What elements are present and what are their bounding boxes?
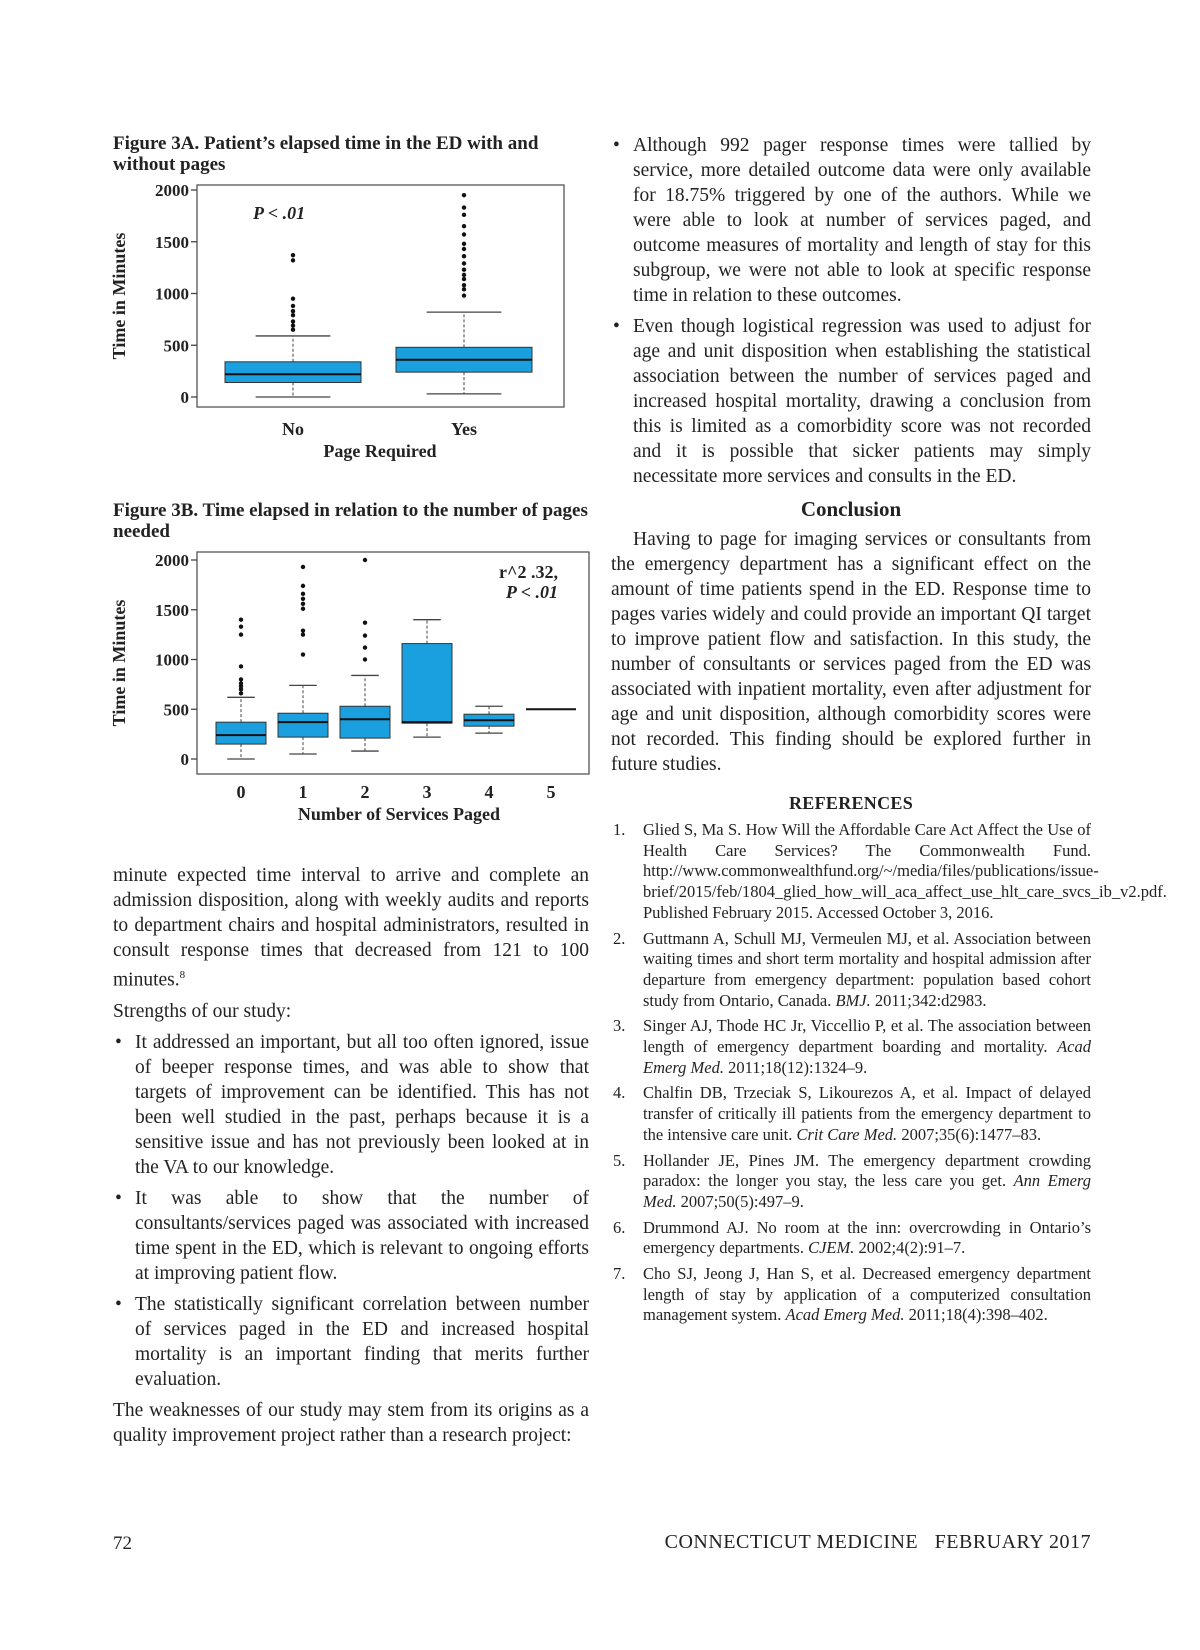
x-tick-label: 0 xyxy=(236,782,246,802)
reference-item xyxy=(611,1151,1091,1213)
outlier-point xyxy=(462,254,466,258)
outlier-point xyxy=(239,677,243,681)
outlier-point xyxy=(239,618,243,622)
outlier-point xyxy=(462,293,466,297)
y-tick-label: 0 xyxy=(180,750,189,769)
reference-journal: Crit Care Med. xyxy=(796,1124,898,1144)
y-tick-label: 1500 xyxy=(155,232,189,252)
box-0 xyxy=(216,722,266,744)
figure-3b-title: Figure 3B. Time elapsed in relation to the number of pages needed xyxy=(113,500,588,542)
outlier-point xyxy=(363,558,367,562)
list-item: • It was able to show that the number of consultants/services paged was associated with increased time spent in the ED, which is relevant to ongoing efforts at improving patient flow. xyxy=(113,1186,589,1286)
outlier-point xyxy=(239,664,243,668)
figure-3a-chart xyxy=(109,179,589,471)
p-value-annotation: P < .01 xyxy=(505,582,558,602)
x-tick-label: Yes xyxy=(451,419,477,439)
y-axis-label: Time in Minutes xyxy=(109,232,129,360)
box-3 xyxy=(402,644,452,724)
y-axis-label: Time in Minutes xyxy=(109,599,129,727)
list-item: • The statistically significant correlation between number of services paged in the ED and increased hospital mortality is an important finding that merits further evaluation. xyxy=(113,1292,589,1392)
outlier-point xyxy=(462,283,466,287)
x-tick-label: No xyxy=(282,419,304,439)
outlier-point xyxy=(462,277,466,281)
y-tick-label: 1000 xyxy=(155,284,189,304)
list-item: • Even though logistical regression was used to adjust for age and unit disposition when establishing the statistical association between the number of services paged and increased hospital mortality, drawing a conclusion from this is limited as a comorbidity score was not recorded and it is possible that sicker patients may simply necessitate more services and consults in the ED. xyxy=(611,314,1091,489)
list-item: • Although 992 pager response times were tallied by service, more detailed outcome data were only available for 18.75% triggered by one of the authors. While we were able to look at number of services paged, and outcome measures of mortality and length of stay for this subgroup, we were not able to look at specific response time in relation to these outcomes. xyxy=(611,133,1091,308)
outlier-point xyxy=(291,319,295,323)
reference-text: Chalfin DB, Trzeciak S, Likourezos A, et al. Impact of delayed transfer of critically ill patients from the emergency department to the intensive care unit. xyxy=(643,1083,1091,1144)
outlier-point xyxy=(301,597,305,601)
weakness-list xyxy=(611,133,1091,489)
y-tick-label: 1000 xyxy=(155,650,189,670)
reference-text: Singer AJ, Thode HC Jr, Viccellio P, et al. The association between length of emergency department boarding and mortality. xyxy=(643,1016,1091,1057)
weakness-paragraph: The weaknesses of our study may stem from its origins as a quality improvement project rather than a research project: xyxy=(113,1399,589,1446)
references-list xyxy=(611,820,1167,1326)
conclusion-heading: Conclusion xyxy=(800,497,902,521)
outlier-point xyxy=(239,632,243,636)
outlier-point xyxy=(462,267,466,271)
outlier-point xyxy=(291,258,295,262)
page-number: 72 xyxy=(113,1533,132,1554)
y-tick-label: 0 xyxy=(180,388,189,407)
reference-item xyxy=(611,929,1091,1012)
reference-item xyxy=(611,1218,1091,1259)
x-tick-label: 3 xyxy=(422,782,432,802)
reference-text: Glied S, Ma S. How Will the Affordable Care Act Affect the Use of Health Care Services? The Commonwealth Fund. http://www.commonwealthfund.org/~/media/files/publications/issue-brief/2015/feb/1804_glied_how_will_aca_affect_use_hlt_care_svcs_ib_v2.pdf. Published February 2015. Accessed October 3, 2016. xyxy=(643,820,1167,922)
outlier-point xyxy=(301,652,305,656)
x-tick-label: 1 xyxy=(298,782,308,802)
reference-text: Hollander JE, Pines JM. The emergency department crowding paradox: the longer you stay, the less care you get. xyxy=(643,1150,1091,1191)
figure-3a xyxy=(109,133,589,476)
reference-journal: Acad Emerg Med. xyxy=(643,1037,1091,1077)
outlier-point xyxy=(291,309,295,313)
outlier-point xyxy=(462,224,466,228)
references-heading: REFERENCES xyxy=(788,793,914,813)
outlier-point xyxy=(291,296,295,300)
reference-number: 2. xyxy=(613,928,626,948)
outlier-point xyxy=(301,632,305,636)
strengths-heading: Strengths of our study: xyxy=(113,1000,292,1022)
outlier-point xyxy=(462,205,466,209)
box-1 xyxy=(278,713,328,737)
reference-number: 1. xyxy=(613,820,626,839)
strengths-list xyxy=(113,1030,589,1392)
reference-citation: 2011;18(4):398–402. xyxy=(904,1305,1048,1325)
outlier-point xyxy=(462,193,466,197)
x-tick-label: 4 xyxy=(484,782,494,802)
outlier-point xyxy=(291,328,295,332)
y-tick-label: 1500 xyxy=(155,600,189,620)
outlier-point xyxy=(363,657,367,661)
reference-citation: 2002;4(2):91–7. xyxy=(854,1238,966,1258)
box-No xyxy=(225,362,361,383)
box-2 xyxy=(340,706,390,738)
list-item: • It addressed an important, but all too often ignored, issue of beeper response times, and was able to show that targets of improvement can be identified. This has not been well studied in the past, perhaps because it is a sensitive issue and has not previously been looked at in the VA to our knowledge. xyxy=(113,1030,589,1180)
paragraph-text: minute expected time interval to arrive and complete an admission disposition, along with weekly audits and reports to department chairs and hospital administrators, resulted in consult response times that decreased from 121 to 100 minutes. xyxy=(113,865,589,991)
reference-number: 6. xyxy=(613,1217,626,1237)
reference-item xyxy=(611,1016,1091,1078)
outlier-point xyxy=(462,232,466,236)
outlier-point xyxy=(462,273,466,277)
outlier-point xyxy=(462,242,466,246)
outlier-point xyxy=(363,620,367,624)
outlier-point xyxy=(301,565,305,569)
reference-journal: Ann Emerg Med. xyxy=(643,1171,1091,1211)
p-value-annotation: P < .01 xyxy=(253,203,306,223)
outlier-point xyxy=(301,628,305,632)
right-column xyxy=(611,133,1167,1331)
reference-number: 4. xyxy=(613,1083,626,1103)
outlier-point xyxy=(462,261,466,265)
outlier-point xyxy=(239,681,243,685)
outlier-point xyxy=(301,592,305,596)
figure-3b xyxy=(109,500,589,843)
outlier-point xyxy=(301,607,305,611)
outlier-point xyxy=(301,602,305,606)
outlier-point xyxy=(301,584,305,588)
x-axis-label: Page Required xyxy=(323,441,437,461)
x-axis-label: Number of Services Paged xyxy=(297,804,501,824)
outlier-point xyxy=(291,253,295,257)
reference-number: 7. xyxy=(613,1264,626,1284)
reference-item xyxy=(611,820,1167,924)
y-tick-label: 2000 xyxy=(155,181,189,200)
x-tick-label: 5 xyxy=(546,782,556,802)
figure-3b-chart xyxy=(109,546,589,838)
outlier-point xyxy=(363,645,367,649)
reference-number: 3. xyxy=(613,1016,626,1036)
outlier-point xyxy=(291,313,295,317)
reference-citation: 2011;18(12):1324–9. xyxy=(723,1057,868,1077)
reference-journal: Acad Emerg Med. xyxy=(785,1305,905,1325)
reference-text: Cho SJ, Jeong J, Han S, et al. Decreased emergency department length of stay by application of a computerized consultation management system. xyxy=(643,1264,1091,1325)
y-tick-label: 500 xyxy=(163,700,189,720)
outlier-point xyxy=(239,691,243,695)
y-tick-label: 500 xyxy=(163,336,189,356)
reference-item xyxy=(611,1264,1091,1326)
outlier-point xyxy=(462,213,466,217)
outlier-point xyxy=(239,624,243,628)
reference-journal: CJEM. xyxy=(808,1238,855,1258)
reference-journal: BMJ. xyxy=(835,990,871,1010)
y-tick-label: 2000 xyxy=(155,551,189,570)
body-paragraph xyxy=(113,863,589,993)
outlier-point xyxy=(363,633,367,637)
journal-footer: CONNECTICUT MEDICINE FEBRUARY 2017 xyxy=(664,1531,1091,1553)
citation-superscript: 8 xyxy=(179,969,186,981)
reference-text: Drummond AJ. No room at the inn: overcrowding in Ontario’s emergency departments. xyxy=(643,1217,1091,1258)
r-squared-annotation: r^2 .32, xyxy=(499,562,558,582)
left-column xyxy=(109,133,589,1448)
x-tick-label: 2 xyxy=(360,782,370,802)
outlier-point xyxy=(291,323,295,327)
reference-citation: 2011;342:d2983. xyxy=(870,990,987,1010)
reference-citation: 2007;35(6):1477–83. xyxy=(897,1124,1042,1144)
outlier-point xyxy=(462,247,466,251)
reference-citation: 2007;50(5):497–9. xyxy=(676,1191,804,1211)
figure-3a-title: Figure 3A. Patient’s elapsed time in the ED with and without pages xyxy=(113,133,539,175)
reference-text: Guttmann A, Schull MJ, Vermeulen MJ, et al. Association between waiting times and short term mortality and hospital admission after departure from emergency department: population based cohort study from Ontario, Canada. xyxy=(643,928,1091,1010)
conclusion-paragraph: Having to page for imaging services or consultants from the emergency department has a significant effect on the amount of time patients spend in the ED. Response time to pages varies widely and could provide an important QI target to improve patient flow and satisfaction. In this study, the number of consultants or services paged from the ED was associated with inpatient mortality, even after adjustment for age and unit disposition, although comorbidity scores were not recorded. This finding should be explored further in future studies. xyxy=(611,529,1091,775)
outlier-point xyxy=(462,287,466,291)
reference-item xyxy=(611,1083,1091,1145)
outlier-point xyxy=(291,304,295,308)
reference-number: 5. xyxy=(613,1150,626,1170)
